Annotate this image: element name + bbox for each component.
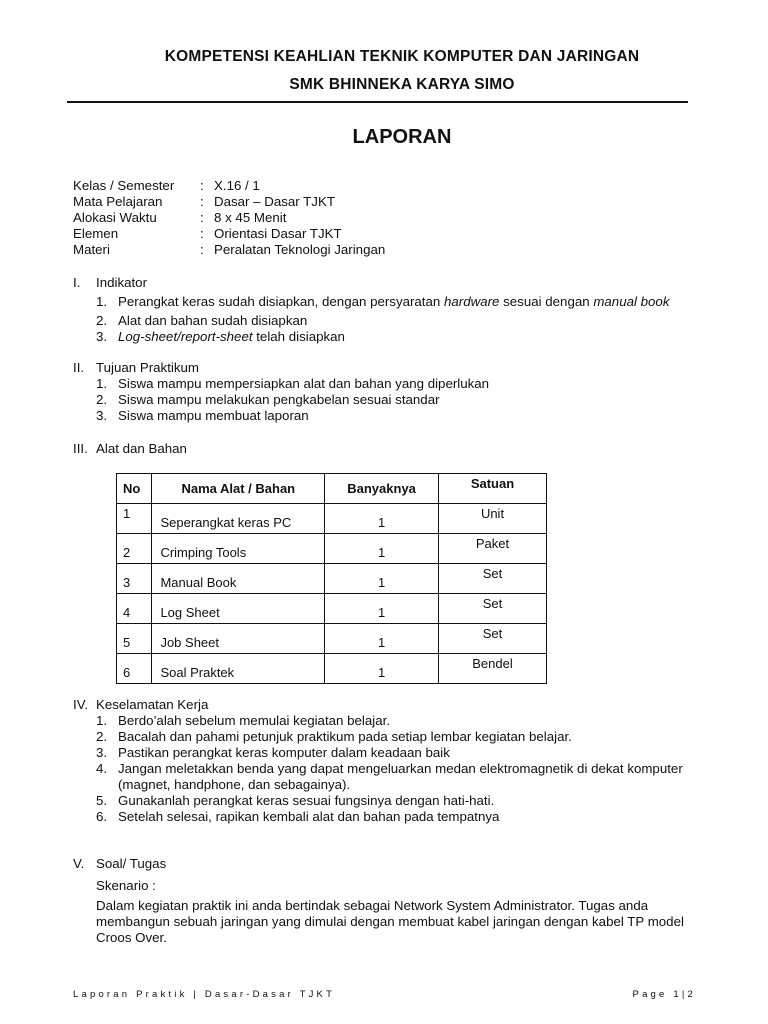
item-text: Siswa mampu membuat laporan [118, 408, 309, 423]
list-item [96, 376, 489, 392]
section-indikator-heading [73, 275, 147, 290]
section-number: II. [73, 360, 85, 375]
table-header-cell: Satuan [439, 474, 547, 504]
item-text: Perangkat keras sudah disiapkan, dengan persyaratan [118, 294, 444, 309]
section-title: Keselamatan Kerja [96, 697, 209, 712]
table-cell: 1 [325, 594, 439, 624]
table-row [117, 594, 547, 624]
table-row [117, 624, 547, 654]
table-cell: Unit [439, 504, 547, 534]
item-text: Gunakanlah perangkat keras sesuai fungsinya dengan hati-hati. [118, 793, 495, 808]
list-item [96, 793, 683, 809]
meta-row [73, 194, 385, 210]
meta-colon: : [200, 210, 204, 225]
item-number: 3. [96, 408, 108, 423]
section-title: Tujuan Praktikum [96, 360, 199, 375]
equipment-table [116, 473, 547, 684]
paragraph-line: membangun sebuah jaringan yang dimulai dengan membuat kabel jaringan dengan kabel TP model [96, 914, 684, 929]
school-name: SMK BHINNEKA KARYA SIMO [289, 76, 515, 93]
item-number: 1. [96, 713, 108, 728]
table-row [117, 534, 547, 564]
footer-left: Laporan Praktik | Dasar-Dasar TJKT [73, 989, 336, 1000]
meta-colon: : [200, 194, 204, 209]
item-text: Siswa mampu mempersiapkan alat dan bahan yang diperlukan [118, 376, 490, 391]
tujuan-list [96, 376, 489, 424]
table-cell: Log Sheet [152, 594, 325, 624]
skenario-paragraph [96, 898, 746, 946]
document-title: LAPORAN [352, 126, 452, 148]
table-header-row [117, 474, 547, 504]
table-row [117, 654, 547, 684]
item-number: 2. [96, 392, 108, 407]
item-number: 3. [96, 745, 108, 760]
item-number: 2. [96, 313, 108, 328]
table-cell: 1 [325, 504, 439, 534]
section-title: Alat dan Bahan [96, 441, 187, 456]
institution-title: KOMPETENSI KEAHLIAN TEKNIK KOMPUTER DAN JARINGAN [164, 48, 640, 65]
table-row [117, 504, 547, 534]
section-number: III. [73, 441, 88, 456]
item-text: Pastikan perangkat keras komputer dalam keadaan baik [118, 745, 450, 760]
table-cell: 1 [117, 504, 152, 534]
table-cell: 1 [325, 654, 439, 684]
list-item [96, 392, 489, 408]
meta-row [73, 242, 385, 258]
table-cell: Bendel [439, 654, 547, 684]
paragraph-line: Dalam kegiatan praktik ini anda bertindak sebagai Network System Administrator. Tugas anda [96, 898, 649, 913]
meta-block [73, 178, 385, 258]
item-text: Jangan meletakkan benda yang dapat mengeluarkan medan elektromagnetik di dekat komputer [118, 761, 683, 776]
table-cell: 4 [117, 594, 152, 624]
list-item [96, 329, 669, 345]
meta-colon: : [200, 242, 204, 257]
table-cell: 1 [325, 564, 439, 594]
table-header-cell: Nama Alat / Bahan [152, 474, 325, 504]
table-cell: 6 [117, 654, 152, 684]
list-item [96, 809, 683, 825]
section-number: IV. [73, 697, 89, 712]
item-emphasis: Log-sheet/report-sheet [118, 329, 253, 344]
table-cell: 5 [117, 624, 152, 654]
meta-value: Peralatan Teknologi Jaringan [214, 242, 386, 257]
list-item [96, 713, 683, 729]
item-text: Siswa mampu melakukan pengkabelan sesuai standar [118, 392, 440, 407]
section-alat-heading [73, 441, 187, 456]
item-text: Alat dan bahan sudah disiapkan [118, 313, 308, 328]
section-number: V. [73, 856, 85, 871]
item-number: 2. [96, 729, 108, 744]
table-cell: Set [439, 624, 547, 654]
table-cell: Paket [439, 534, 547, 564]
section-title: Indikator [96, 275, 147, 290]
section-soal-heading [73, 856, 166, 871]
table-cell: 3 [117, 564, 152, 594]
meta-row [73, 178, 385, 194]
skenario-label: Skenario : [96, 878, 156, 893]
table-cell: Set [439, 594, 547, 624]
keselamatan-list [96, 713, 683, 825]
item-text: sesuai dengan [499, 294, 594, 309]
item-number: 4. [96, 761, 108, 776]
indikator-list [96, 294, 669, 345]
meta-value: 8 x 45 Menit [214, 210, 287, 225]
item-number: 1. [96, 294, 108, 309]
meta-row [73, 226, 385, 242]
list-item [96, 313, 669, 329]
list-item [96, 745, 683, 761]
table-row [117, 564, 547, 594]
meta-key: Materi [73, 242, 110, 257]
header-divider [67, 101, 688, 103]
item-text: Berdo’alah sebelum memulai kegiatan belajar. [118, 713, 391, 728]
section-title: Soal/ Tugas [96, 856, 167, 871]
list-item-continuation: (magnet, handphone, dan sebagainya). [118, 777, 351, 792]
item-text: Setelah selesai, rapikan kembali alat dan bahan pada tempatnya [118, 809, 500, 824]
list-item [96, 294, 669, 313]
table-cell: 1 [325, 624, 439, 654]
table-cell: Set [439, 564, 547, 594]
meta-value: X.16 / 1 [214, 178, 260, 193]
table-cell: 2 [117, 534, 152, 564]
table-cell: Job Sheet [152, 624, 325, 654]
item-number: 6. [96, 809, 108, 824]
meta-colon: : [200, 178, 204, 193]
table-cell: Crimping Tools [152, 534, 325, 564]
list-item [96, 729, 683, 745]
item-number: 1. [96, 376, 108, 391]
paragraph-line: Croos Over. [96, 930, 167, 945]
table-cell: Manual Book [152, 564, 325, 594]
table-cell: 1 [325, 534, 439, 564]
section-keselamatan-heading [73, 697, 208, 712]
item-emphasis: manual book [593, 294, 670, 309]
list-item [96, 408, 489, 424]
meta-row [73, 210, 385, 226]
meta-key: Mata Pelajaran [73, 194, 163, 209]
meta-value: Orientasi Dasar TJKT [214, 226, 342, 241]
table-header-cell: Banyaknya [325, 474, 439, 504]
item-number: 5. [96, 793, 108, 808]
section-number: I. [73, 275, 81, 290]
item-emphasis: hardware [444, 294, 500, 309]
table-cell: Seperangkat keras PC [152, 504, 325, 534]
table-header-cell: No [117, 474, 152, 504]
item-text: Bacalah dan pahami petunjuk praktikum pada setiap lembar kegiatan belajar. [118, 729, 572, 744]
item-text: telah disiapkan [252, 329, 345, 344]
meta-key: Kelas / Semester [73, 178, 175, 193]
meta-value: Dasar – Dasar TJKT [214, 194, 335, 209]
meta-key: Alokasi Waktu [73, 210, 157, 225]
footer-page-number: Page 1|2 [632, 989, 696, 1000]
section-tujuan-heading [73, 360, 199, 375]
item-number: 3. [96, 329, 108, 344]
meta-key: Elemen [73, 226, 119, 241]
meta-colon: : [200, 226, 204, 241]
list-item [96, 761, 683, 777]
table-cell: Soal Praktek [152, 654, 325, 684]
